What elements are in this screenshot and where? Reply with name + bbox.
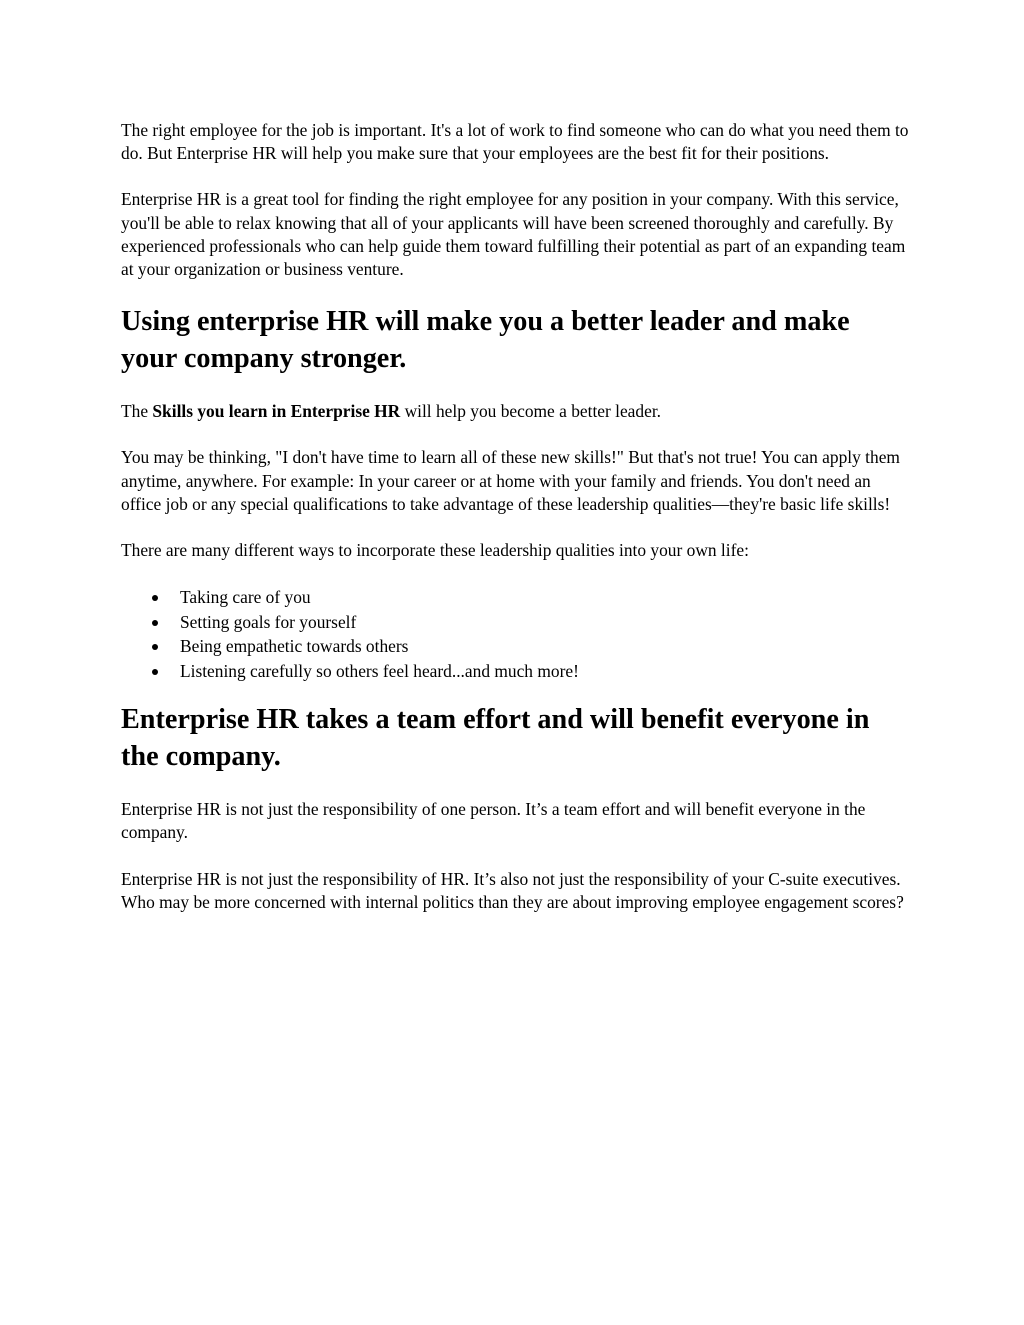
list-item [121,659,911,684]
section-heading-leader: Using enterprise HR will make you a better leader and make your company stronger. [121,306,850,374]
thinking-paragraph: You may be thinking, "I don't have time to learn all of these new skills!" But that's not true! You can apply them anytime, anywhere. For example: In your career or at home with your family and friends. You don't need an office job or any special qualifications to take advantage of these leadership qualities—they're basic life skills! [121,447,900,514]
list-item-text: Setting goals for yourself [180,611,357,632]
leadership-qualities-list [121,585,911,683]
team-paragraph-1: Enterprise HR is not just the responsibility of one person. It’s a team effort and will benefit everyone in the company. [121,799,866,843]
document-page [121,119,911,914]
ways-paragraph: There are many different ways to incorporate these leadership qualities into your own life: [121,540,749,561]
skills-prefix: The [121,401,153,422]
intro-paragraph-1: The right employee for the job is important. It's a lot of work to find someone who can do what you need them to do. But Enterprise HR will help you make sure that your employees are the best fit for their positions. [121,120,909,164]
team-paragraph-2: Enterprise HR is not just the responsibility of HR. It’s also not just the responsibility of your C-suite executives. Who may be more concerned with internal politics than they are about improving employee engagement scores? [121,868,904,912]
list-item [121,634,911,659]
bullet-icon [152,644,158,650]
list-item-text: Being empathetic towards others [180,636,409,657]
list-item-text: Taking care of you [180,587,311,608]
bullet-icon [152,620,158,626]
list-item [121,610,911,635]
intro-paragraph-2: Enterprise HR is a great tool for finding the right employee for any position in your company. With this service, you'll be able to relax knowing that all of your applicants will have been screened thoroughly and carefully. By experienced professionals who can help guide them toward fulfilling their potential as part of an expanding team at your organization or business venture. [121,189,906,280]
skills-bold-text: Skills you learn in Enterprise HR [152,401,401,422]
section-heading-team-effort: Enterprise HR takes a team effort and will benefit everyone in the company. [121,704,870,772]
list-item-text: Listening carefully so others feel heard...and much more! [180,660,579,681]
skills-paragraph [121,400,911,423]
skills-suffix: will help you become a better leader. [400,401,661,422]
bullet-icon [152,595,158,601]
bullet-icon [152,669,158,675]
list-item [121,585,911,610]
